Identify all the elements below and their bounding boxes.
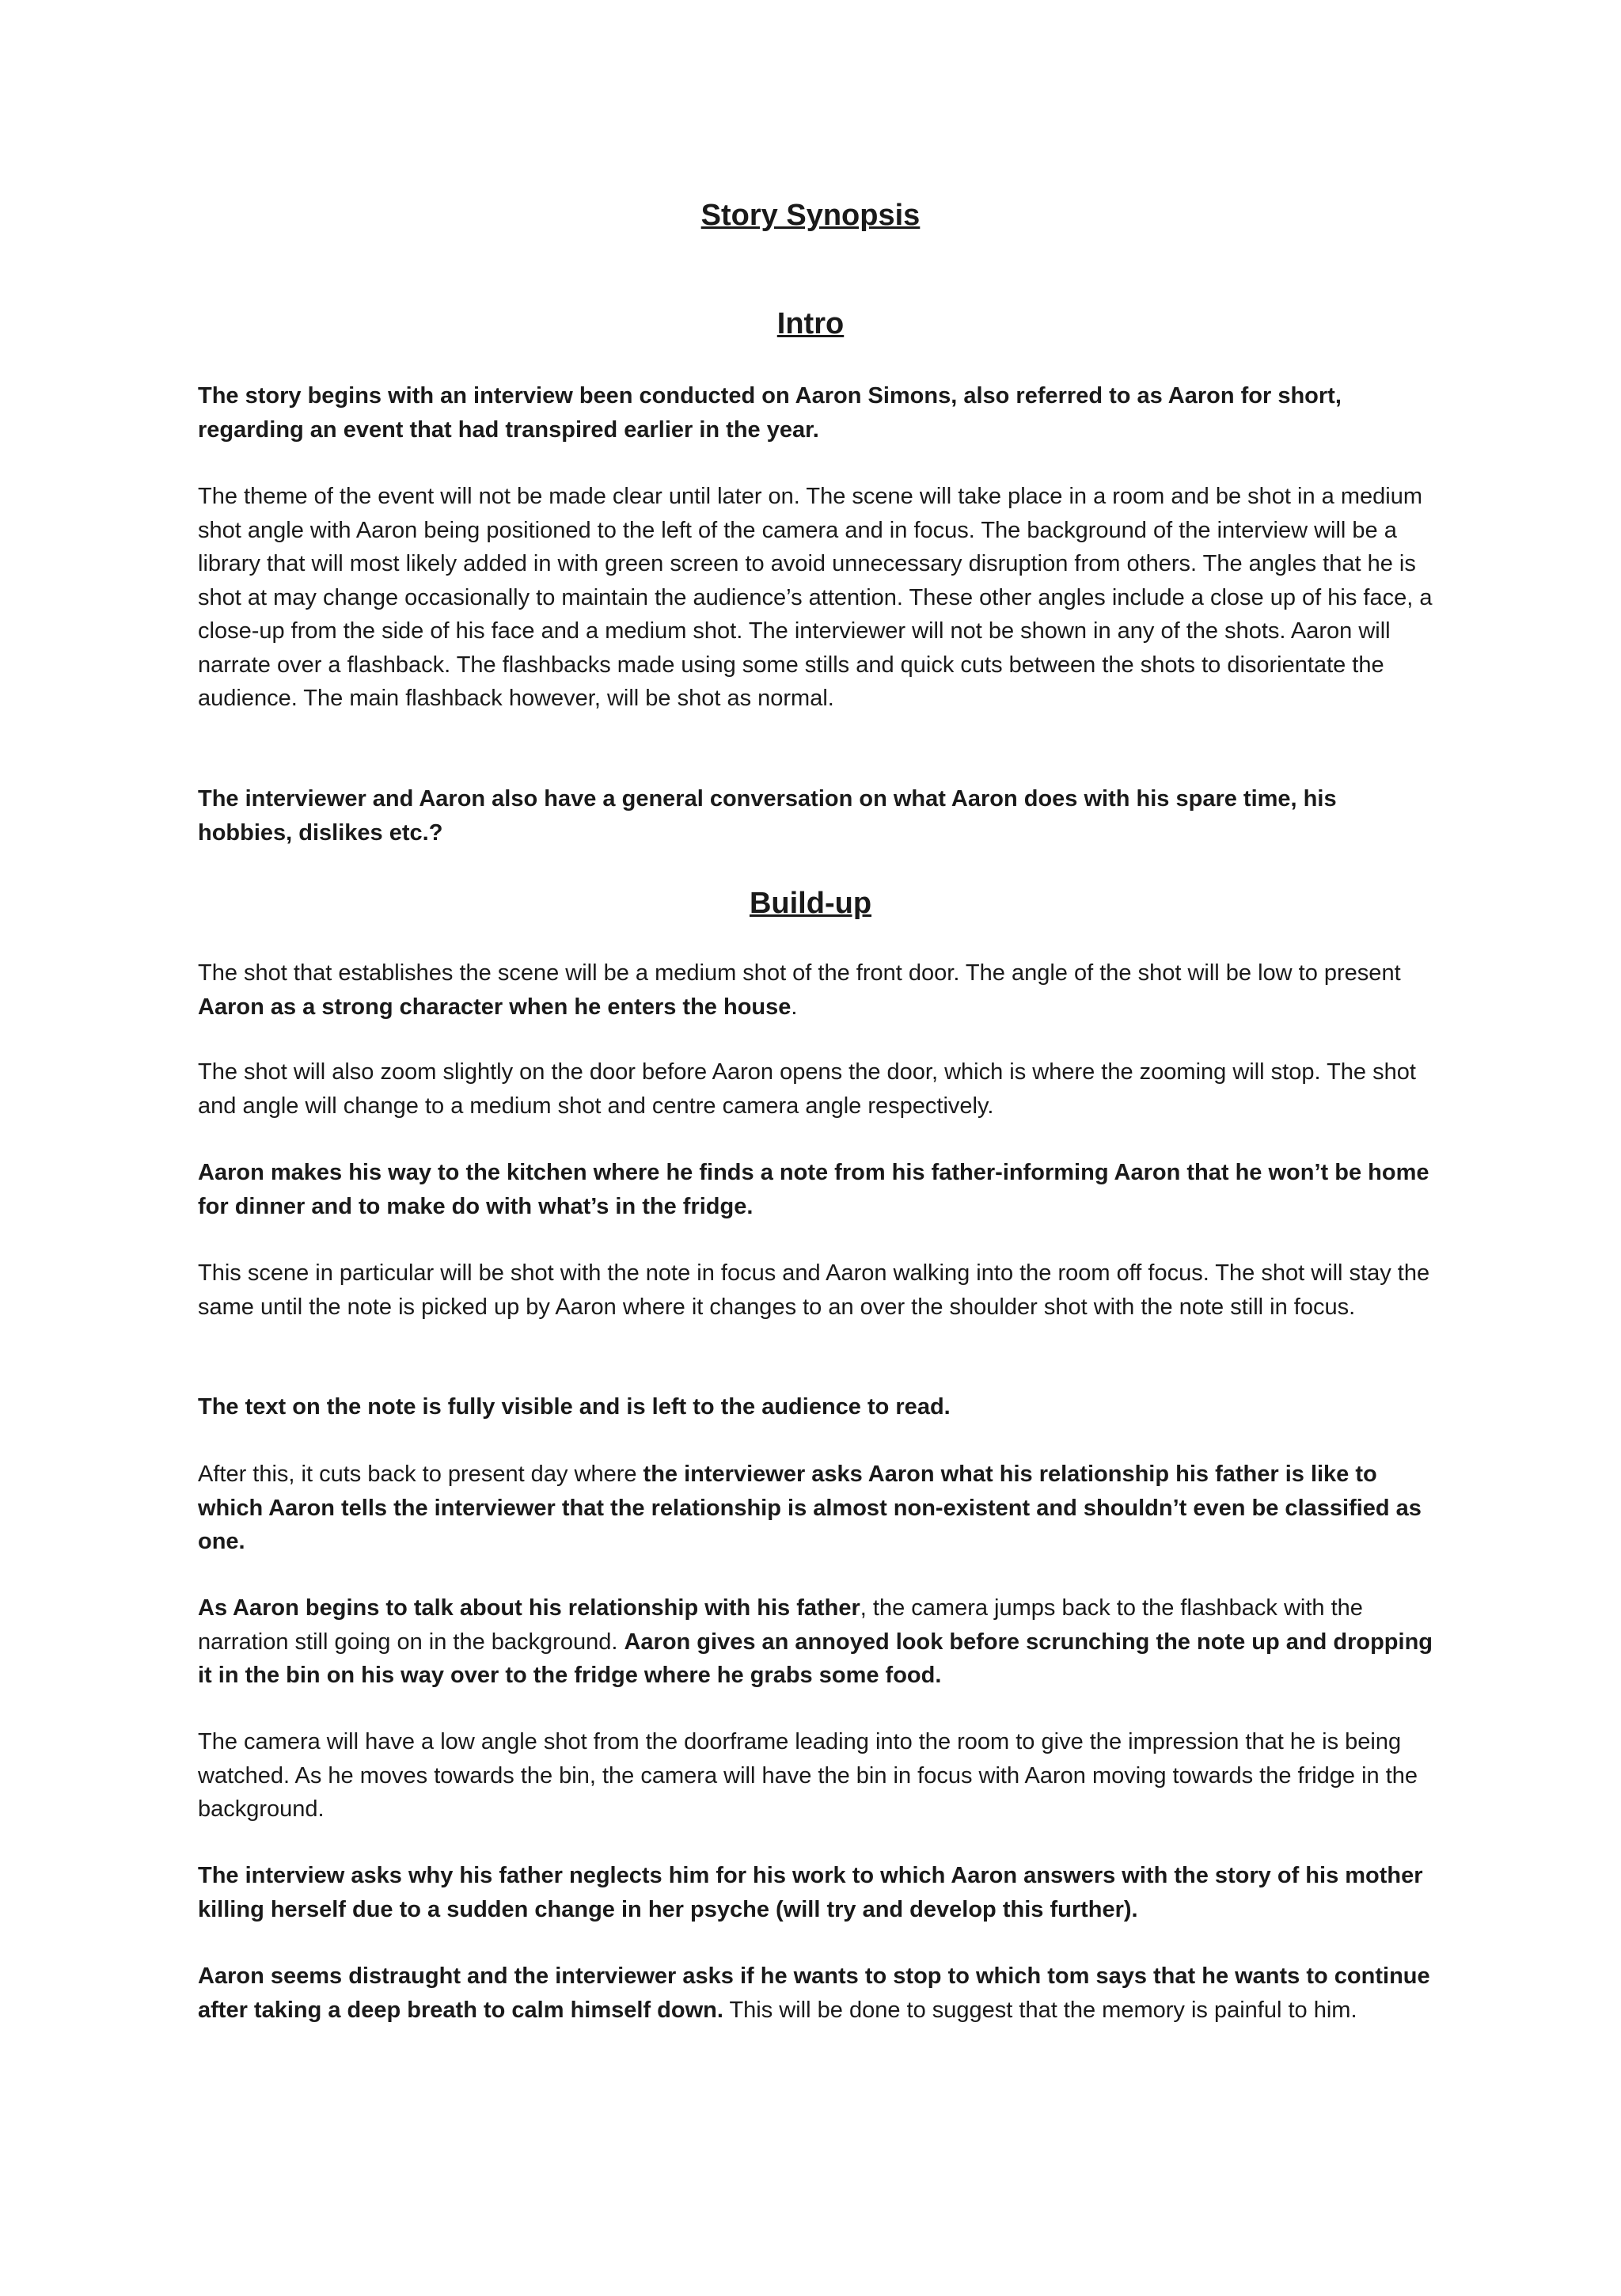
intro-paragraph-1: The story begins with an interview been conducted on Aaron Simons, also referred to as Aaron for short, regarding an event that had transpired earlier in the year. [198,383,1342,443]
buildup-paragraph-6-bold: the interviewer asks Aaron what his relationship his father is like to which Aaron tells the interviewer that the relationship is almost non-existent and shouldn’t even be classified as one. [198,1462,1422,1554]
buildup-paragraph-6 [198,1458,1433,1559]
buildup-paragraph-1-end: . [791,994,798,1020]
buildup-paragraph-7-bold-1: As Aaron begins to talk about his relationship with his father [198,1595,860,1621]
buildup-paragraph-10-text: This will be done to suggest that the memory is painful to him. [723,1997,1357,2023]
intro-paragraph-2: The theme of the event will not be made clear until later on. The scene will take place in a room and be shot in a medium shot angle with Aaron being positioned to the left of the camera and in focus. The background of the interview will be a library that will most likely added in with green screen to avoid unnecessary disruption from others. The angles that he is shot at may change occasionally to maintain the audience’s attention. These other angles include a close up of his face, a close-up from the side of his face and a medium shot. The interviewer will not be shown in any of the shots. Aaron will narrate over a flashback. The flashbacks made using some stills and quick cuts between the shots to disorientate the audience. The main flashback however, will be shot as normal. [198,484,1433,711]
buildup-paragraph-7-bold-2: Aaron gives an annoyed look before scrunching the note up and dropping it in the bin on his way over to the fridge where he grabs some food. [198,1629,1433,1688]
buildup-paragraph-8: The camera will have a low angle shot from the doorframe leading into the room to give the impression that he is being watched. As he moves towards the bin, the camera will have the bin in focus with Aaron moving towards the fridge in the background. [198,1729,1418,1822]
buildup-paragraph-10 [198,1960,1433,2027]
buildup-paragraph-3: Aaron makes his way to the kitchen where he finds a note from his father-informing Aaron that he won’t be home for dinner and to make do with what’s in the fridge. [198,1160,1429,1219]
buildup-paragraph-7-text: , the camera jumps back to the flashback with the narration still going on in the background. [198,1595,1363,1655]
document-title: Story Synopsis [700,199,921,232]
buildup-paragraph-1-text: The shot that establishes the scene will be a medium shot of the front door. The angle of the shot will be low to present [198,960,1401,986]
intro-heading: Intro [776,307,845,340]
intro-paragraph-3: The interviewer and Aaron also have a general conversation on what Aaron does with his spare time, his hobbies, dislikes etc.? [198,786,1337,846]
buildup-paragraph-10-bold: Aaron seems distraught and the interviewer asks if he wants to stop to which tom says that he wants to continue after taking a deep breath to calm himself down. [198,1963,1430,2023]
buildup-paragraph-4: This scene in particular will be shot with the note in focus and Aaron walking into the room off focus. The shot will stay the same until the note is picked up by Aaron where it changes to an over the shoulder shot with the note still in focus. [198,1260,1430,1320]
buildup-paragraph-7 [198,1591,1433,1693]
buildup-paragraph-1-bold: Aaron as a strong character when he enters the house [198,994,792,1020]
buildup-paragraph-6-text: After this, it cuts back to present day where [198,1462,643,1487]
buildup-paragraph-5: The text on the note is fully visible and is left to the audience to read. [198,1394,951,1420]
buildup-paragraph-9: The interview asks why his father neglects him for his work to which Aaron answers with the story of his mother killing herself due to a sudden change in her psyche (will try and develop this further). [198,1863,1423,1922]
buildup-paragraph-2: The shot will also zoom slightly on the door before Aaron opens the door, which is where the zooming will stop. The shot and angle will change to a medium shot and centre camera angle respectively. [198,1059,1416,1119]
buildup-paragraph-1 [198,956,1433,1024]
buildup-heading: Build-up [749,887,872,920]
